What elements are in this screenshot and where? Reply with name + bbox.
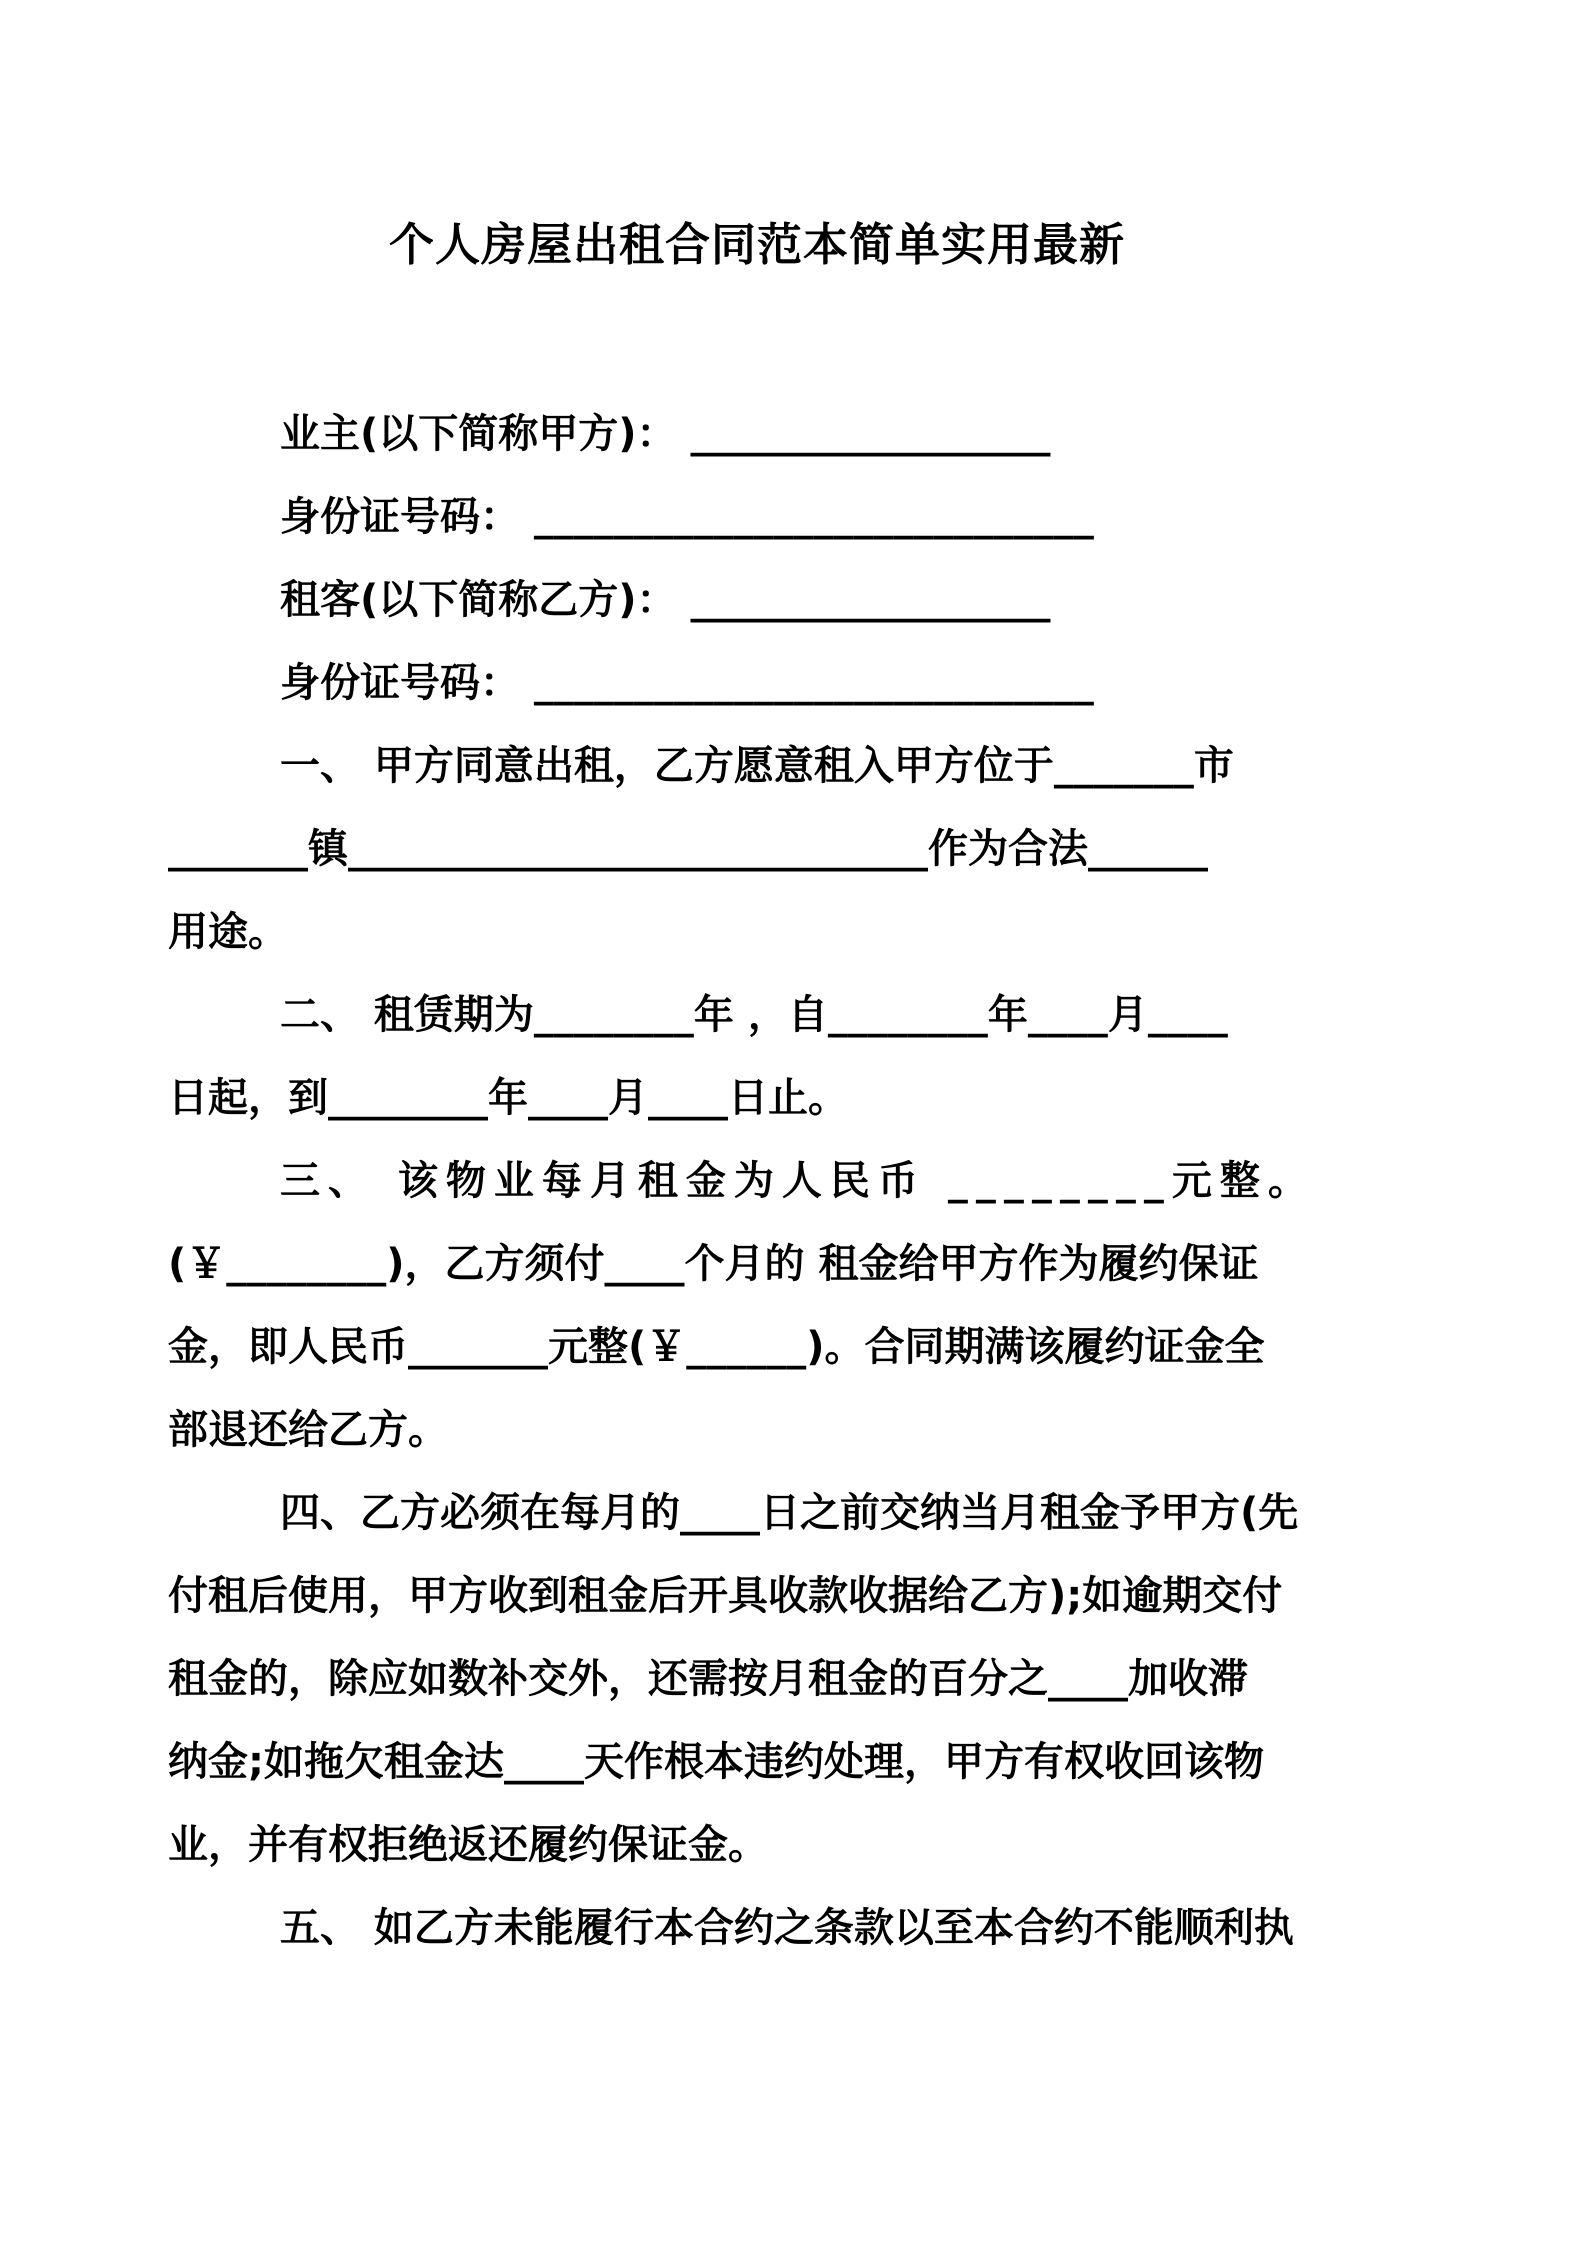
doc-line: 用途。 (168, 909, 288, 955)
doc-line: 身份证号码： ____________________________ (280, 494, 1094, 540)
doc-line: _______镇_____________________________作为合法______ (168, 826, 1208, 872)
doc-line: 部退还给乙方。 (168, 1407, 448, 1453)
doc-line: 金，即人民币_______元整(￥______)。合同期满该履约证金全 (168, 1324, 1265, 1370)
doc-line: 付租后使用，甲方收到租金后开具收款收据给乙方);如逾期交付 (168, 1573, 1283, 1619)
document-body (0, 393, 1586, 1970)
doc-line: 租金的，除应如数补交外，还需按月租金的百分之____加收滞 (168, 1656, 1248, 1702)
doc-line: 日起，到________年____月____日止。 (168, 1075, 848, 1121)
document-title: 个人房屋出租合同范本简单实用最新 (388, 218, 1125, 271)
doc-line: 业主(以下简称甲方)： __________________ (280, 411, 1051, 457)
doc-line: 业，并有权拒绝返还履约保证金。 (168, 1822, 768, 1868)
doc-line: 三、 该物业每月租金为人民币 ________元整。 (280, 1158, 1316, 1204)
doc-line: 五、 如乙方未能履行本合约之条款以至本合约不能顺利执 (280, 1905, 1294, 1951)
doc-line: 纳金;如拖欠租金达____天作根本违约处理，甲方有权收回该物 (168, 1739, 1264, 1785)
doc-line: 二、 租赁期为________年 ，自________年____月____ (280, 992, 1228, 1038)
doc-line: (￥________)，乙方须付____个月的 租金给甲方作为履约保证 (168, 1241, 1259, 1287)
doc-line: 一、 甲方同意出租，乙方愿意租入甲方位于_______市 (280, 743, 1234, 789)
doc-line: 四、乙方必须在每月的____日之前交纳当月租金予甲方(先 (280, 1490, 1299, 1536)
doc-line: 身份证号码： ____________________________ (280, 660, 1094, 706)
doc-line: 租客(以下简称乙方)： __________________ (280, 577, 1051, 623)
